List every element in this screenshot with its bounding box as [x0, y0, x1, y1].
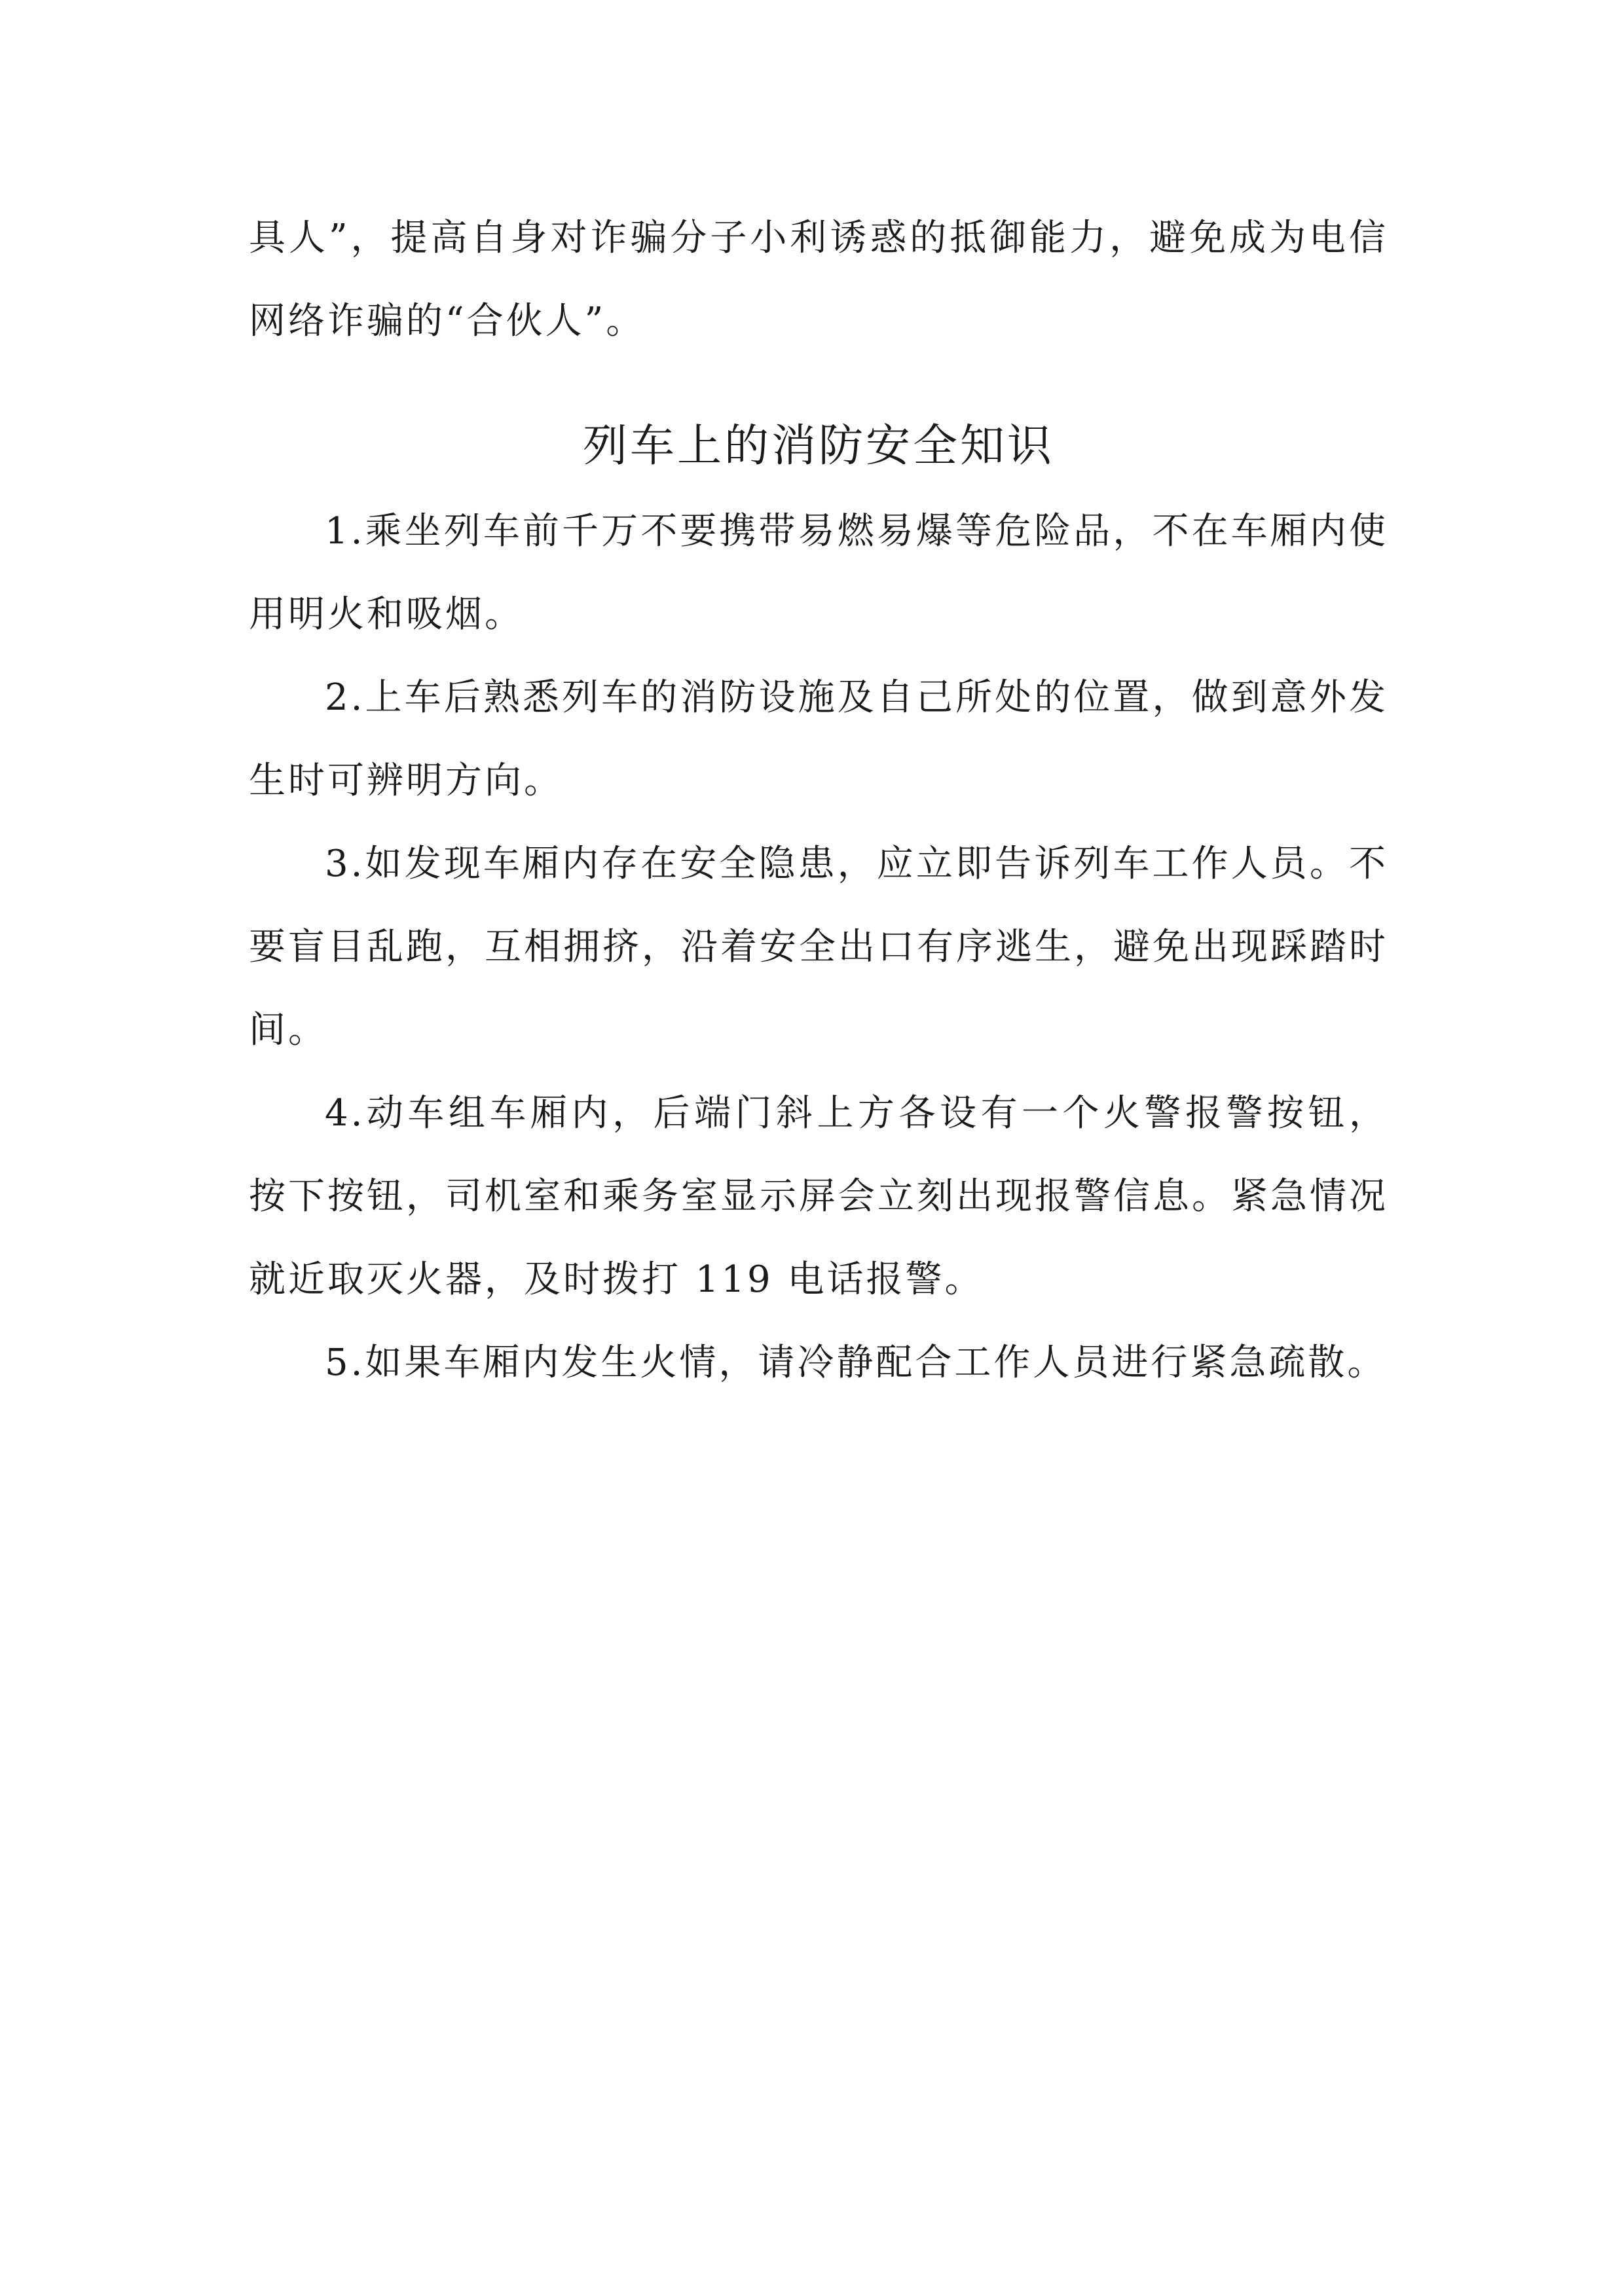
list-item: 2.上车后熟悉列车的消防设施及自己所处的位置，做到意外发生时可辨明方向。	[249, 676, 1388, 802]
section-heading-wrap	[249, 407, 1388, 486]
list-item: 1.乘坐列车前千万不要携带易燃易爆等危险品，不在车厢内使用明火和吸烟。	[249, 510, 1388, 636]
intro-paragraph: 具人”，提高自身对诈骗分子小利诱惑的抵御能力，避免成为电信网络诈骗的“合伙人”。	[249, 217, 1388, 342]
document-page	[249, 196, 1388, 1404]
section-title: 列车上的消防安全知识	[582, 420, 1054, 472]
section-body	[249, 490, 1388, 1404]
list-item: 4.动车组车厢内，后端门斜上方各设有一个火警报警按钮， 按下按钮，司机室和乘务室显示屏会立刻出现报警信息。紧急情况就近取灭火器，及时拨打 119 电话报警。	[249, 1092, 1388, 1301]
list-item: 3.如发现车厢内存在安全隐患，应立即告诉列车工作人员。不要盲目乱跑，互相拥挤，沿着安全出口有序逃生，避免出现踩踏时间。	[249, 843, 1388, 1051]
list-item: 5.如果车厢内发生火情，请冷静配合工作人员进行紧急疏散。	[325, 1341, 1387, 1384]
